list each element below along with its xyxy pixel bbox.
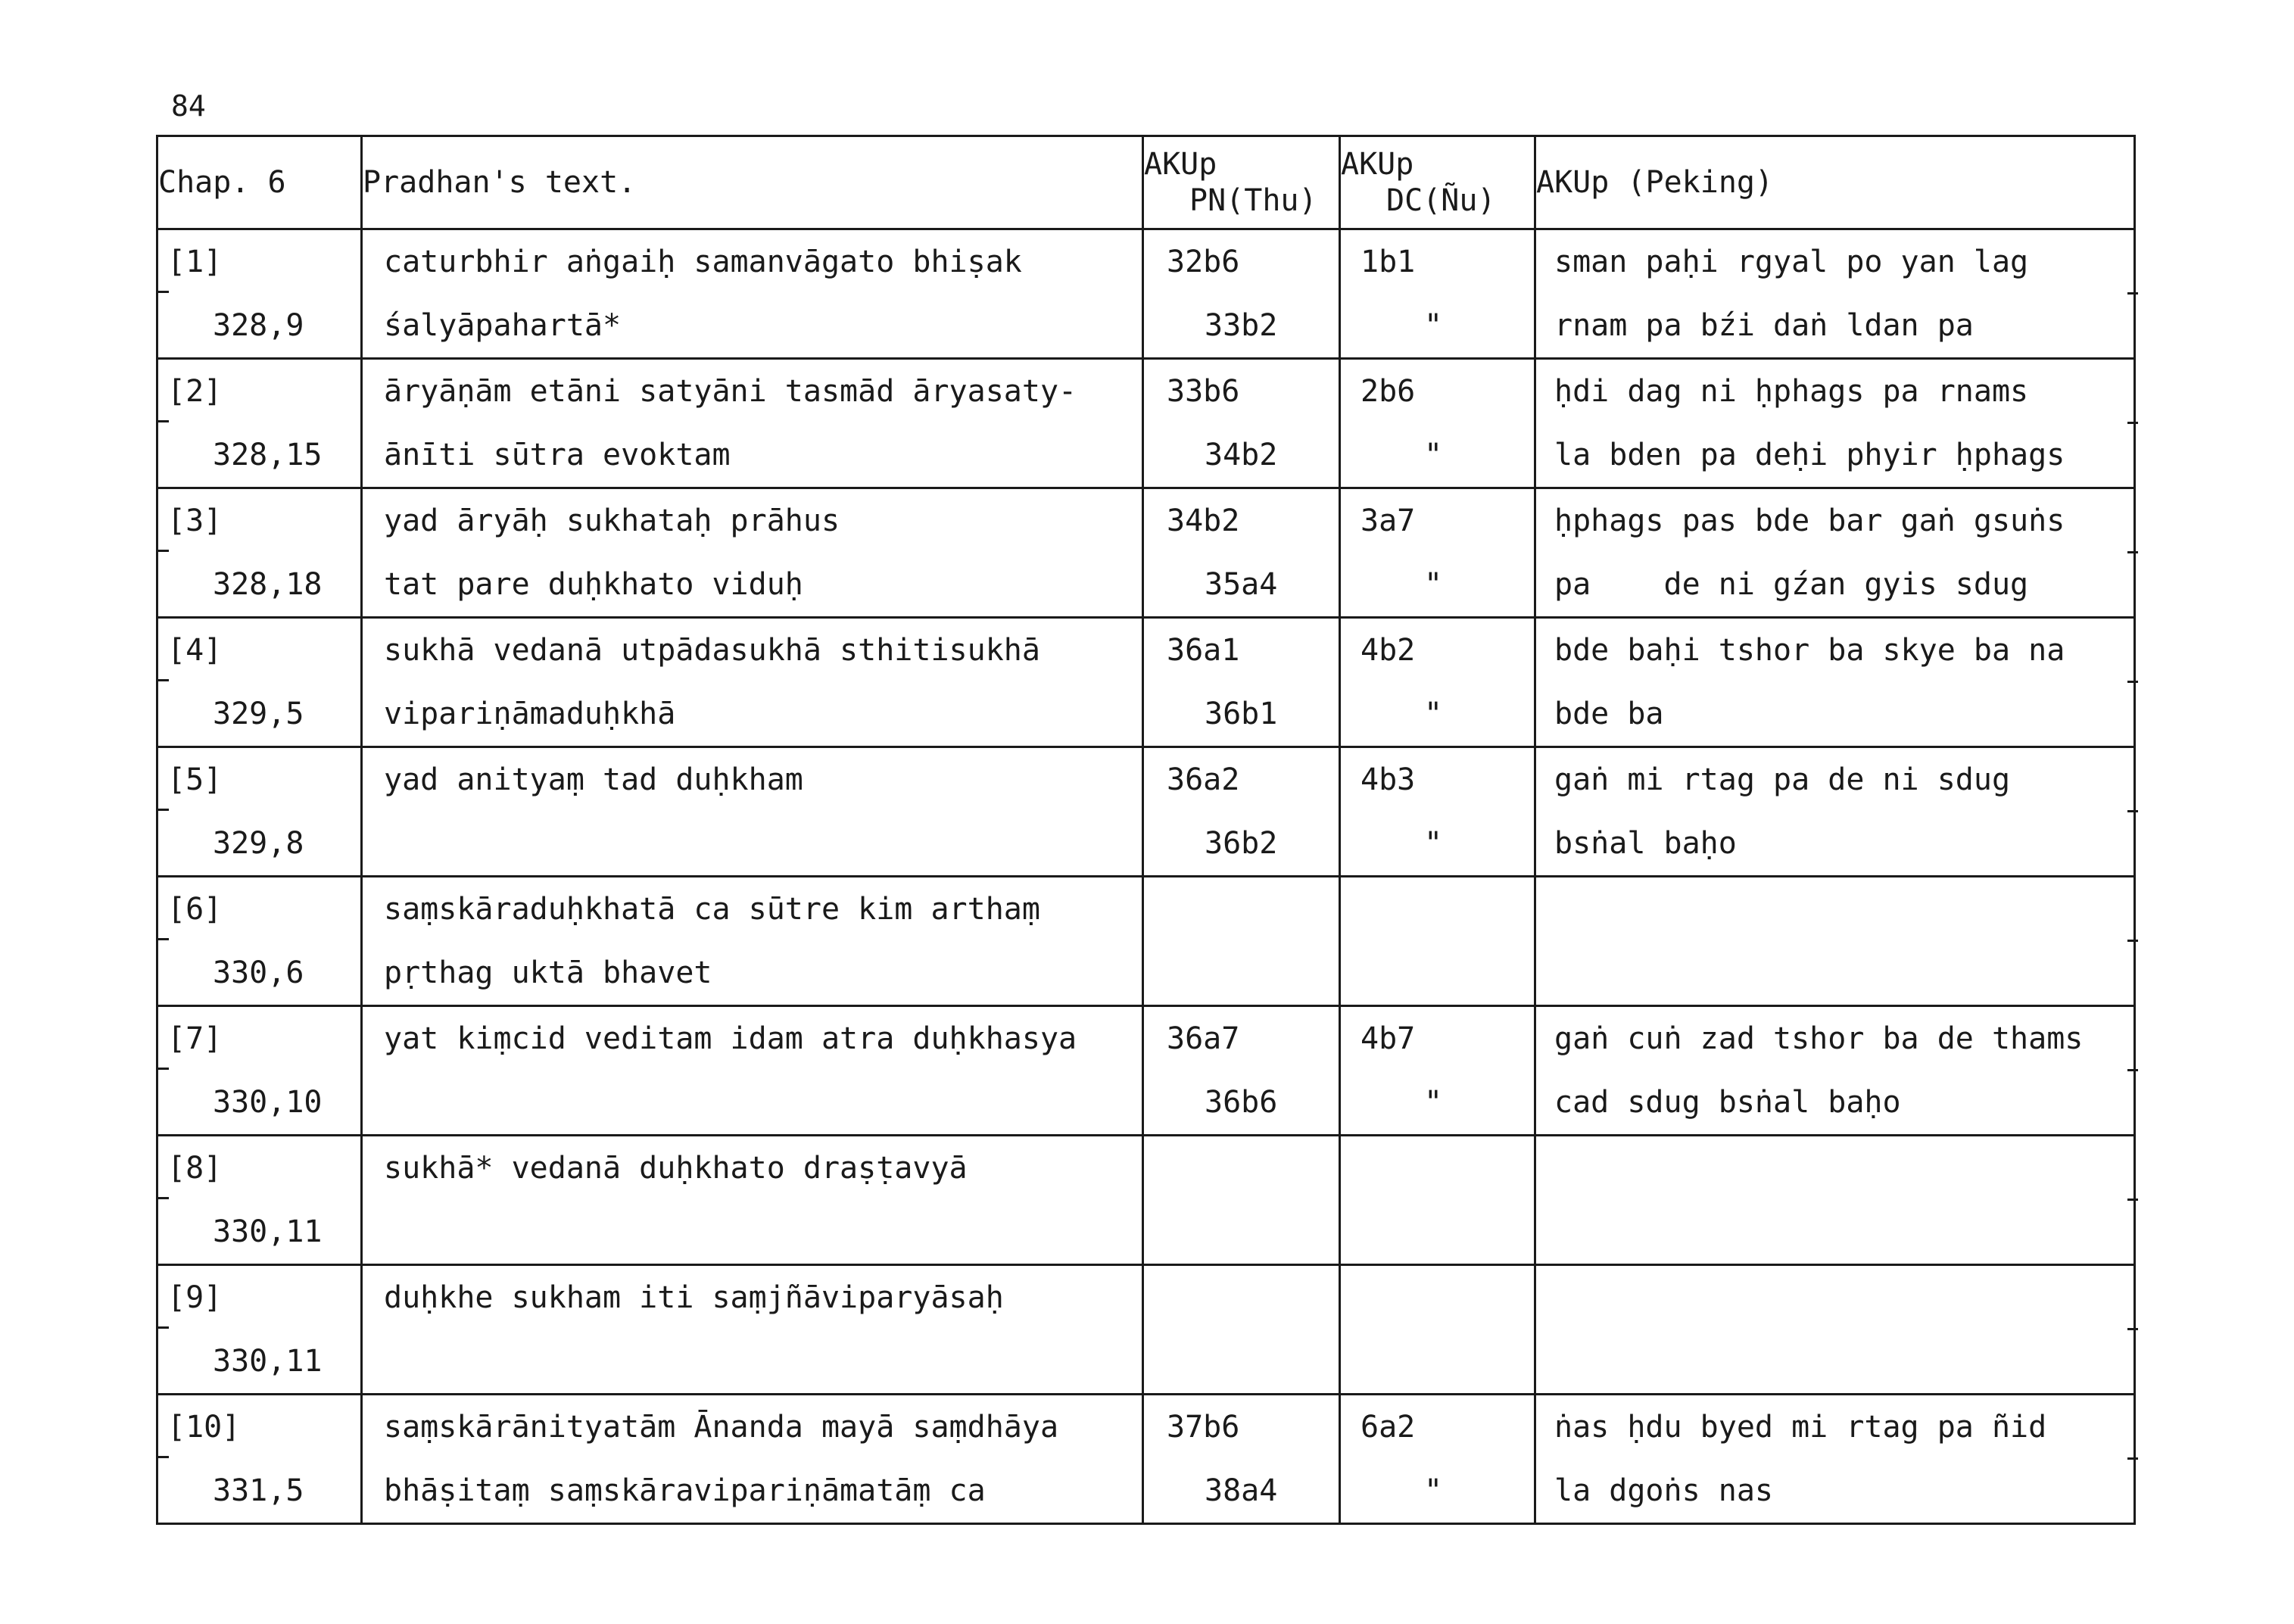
sanskrit-text-cell <box>362 1136 1143 1265</box>
header-akup-pn-line1: AKUp <box>1144 147 1217 182</box>
sanskrit-text-cell <box>362 359 1143 488</box>
tibetan-line-1: gaṅ mi rtag pa de ni sdug <box>1554 762 2011 797</box>
tibetan-line-1: bde baḥi tshor ba skye ba na <box>1554 633 2065 668</box>
entry-number: [6] <box>167 892 223 927</box>
margin-tick <box>2127 292 2138 295</box>
pn-folio-end <box>1144 941 1339 1005</box>
dc-folio <box>1341 877 1534 941</box>
margin-tick <box>158 938 169 940</box>
margin-tick <box>2127 1457 2138 1460</box>
sanskrit-line-1: saṃskāraduḥkhatā ca sūtre kim arthaṃ <box>384 892 1040 927</box>
sanskrit-text-cell <box>362 877 1143 1006</box>
sanskrit-line-2: tat pare duḥkhato viduḥ <box>384 567 803 602</box>
entry-number: [7] <box>167 1021 223 1056</box>
header-akup-pn-line2: PN(Thu) <box>1189 183 1317 218</box>
akup-pn-cell <box>1143 877 1340 1006</box>
page-line-ref: 328,9 <box>213 308 304 343</box>
entry-number: [1] <box>167 245 223 279</box>
margin-tick <box>2127 810 2138 812</box>
page-line-ref: 330,6 <box>213 955 304 990</box>
sanskrit-line-2: vipariṇāmaduḥkhā <box>384 697 676 731</box>
akup-dc-cell <box>1340 618 1535 747</box>
header-chapter <box>157 136 362 229</box>
header-akup-pn <box>1143 136 1340 229</box>
chapter-ref-cell <box>157 618 362 747</box>
pn-folio-end: 35a4 <box>1205 567 1278 602</box>
pn-folio-end: 34b2 <box>1205 438 1278 472</box>
page-line-ref: 330,11 <box>213 1214 323 1249</box>
akup-peking-cell <box>1535 229 2135 359</box>
margin-tick <box>2127 1199 2138 1201</box>
pn-folio-end: 36b2 <box>1205 826 1278 861</box>
page-line-ref: 328,18 <box>213 567 323 602</box>
dc-ditto <box>1341 941 1534 1005</box>
dc-ditto <box>1341 1200 1534 1264</box>
dc-ditto: " <box>1424 438 1443 472</box>
sanskrit-line-2 <box>363 812 1142 875</box>
dc-folio <box>1341 1266 1534 1329</box>
page-line-ref: 329,5 <box>213 697 304 731</box>
header-akup-peking-label: AKUp (Peking) <box>1536 165 1774 200</box>
table-row <box>157 1395 2135 1524</box>
page-number: 84 <box>171 89 206 123</box>
akup-pn-cell <box>1143 1265 1340 1395</box>
sanskrit-line-2: ānīti sūtra evoktam <box>384 438 731 472</box>
pn-folio-end: 38a4 <box>1205 1473 1278 1508</box>
entry-number: [8] <box>167 1151 223 1186</box>
sanskrit-line-2: bhāṣitaṃ saṃskāravipariṇāmatāṃ ca <box>384 1473 986 1508</box>
tibetan-line-1 <box>1536 877 2133 941</box>
akup-dc-cell <box>1340 1136 1535 1265</box>
dc-ditto: " <box>1424 1473 1443 1508</box>
chapter-ref-cell <box>157 1006 362 1136</box>
tibetan-line-2: la dgoṅs nas <box>1554 1473 1773 1508</box>
sanskrit-text-cell <box>362 229 1143 359</box>
sanskrit-text-cell <box>362 747 1143 877</box>
chapter-ref-cell <box>157 1395 362 1524</box>
concordance-table <box>156 135 2136 1525</box>
table-row <box>157 747 2135 877</box>
tibetan-line-1 <box>1536 1136 2133 1200</box>
pn-folio-end <box>1144 1329 1339 1393</box>
table-row <box>157 359 2135 488</box>
page-line-ref: 330,10 <box>213 1085 323 1120</box>
akup-dc-cell <box>1340 877 1535 1006</box>
sanskrit-line-2: śalyāpahartā* <box>384 308 622 343</box>
header-akup-dc <box>1340 136 1535 229</box>
tibetan-line-1: ḥphags pas bde bar gaṅ gsuṅs <box>1554 503 2065 538</box>
dc-folio: 2b6 <box>1361 374 1416 409</box>
dc-folio: 4b2 <box>1361 633 1416 668</box>
sanskrit-line-2 <box>363 1329 1142 1393</box>
akup-peking-cell <box>1535 747 2135 877</box>
akup-peking-cell <box>1535 488 2135 618</box>
akup-pn-cell <box>1143 618 1340 747</box>
akup-pn-cell <box>1143 488 1340 618</box>
page-line-ref: 330,11 <box>213 1344 323 1379</box>
akup-dc-cell <box>1340 488 1535 618</box>
dc-folio: 6a2 <box>1361 1410 1416 1445</box>
pn-folio-start <box>1144 877 1339 941</box>
margin-tick <box>2127 1069 2138 1071</box>
header-akup-peking <box>1535 136 2135 229</box>
akup-peking-cell <box>1535 877 2135 1006</box>
margin-tick <box>158 420 169 422</box>
chapter-ref-cell <box>157 359 362 488</box>
sanskrit-text-cell <box>362 618 1143 747</box>
akup-pn-cell <box>1143 229 1340 359</box>
page-line-ref: 328,15 <box>213 438 323 472</box>
chapter-ref-cell <box>157 877 362 1006</box>
pn-folio-start: 36a7 <box>1167 1021 1240 1056</box>
pn-folio-start: 36a1 <box>1167 633 1240 668</box>
header-pradhan-label: Pradhan's text. <box>363 165 637 200</box>
akup-pn-cell <box>1143 359 1340 488</box>
table-row <box>157 877 2135 1006</box>
margin-tick <box>158 1197 169 1199</box>
table-row <box>157 488 2135 618</box>
pn-folio-end: 36b1 <box>1205 697 1278 731</box>
chapter-ref-cell <box>157 1265 362 1395</box>
tibetan-line-2 <box>1536 1200 2133 1264</box>
tibetan-line-2: bsṅal baḥo <box>1554 826 1737 861</box>
margin-tick <box>2127 681 2138 683</box>
table-body <box>157 229 2135 1524</box>
sanskrit-line-1: caturbhir aṅgaiḥ samanvāgato bhiṣak <box>384 245 1022 279</box>
header-pradhan-text <box>362 136 1143 229</box>
table-row <box>157 1006 2135 1136</box>
akup-peking-cell <box>1535 1395 2135 1524</box>
margin-tick <box>158 1326 169 1329</box>
akup-dc-cell <box>1340 1395 1535 1524</box>
page-line-ref: 331,5 <box>213 1473 304 1508</box>
pn-folio-end <box>1144 1200 1339 1264</box>
margin-tick <box>2127 940 2138 942</box>
tibetan-line-1: ḥdi dag ni ḥphags pa rnams <box>1554 374 2029 409</box>
margin-tick <box>158 1456 169 1458</box>
chapter-ref-cell <box>157 488 362 618</box>
tibetan-line-1: sman paḥi rgyal po yan lag <box>1554 245 2029 279</box>
tibetan-line-2: pa de ni gźan gyis sdug <box>1554 567 2029 602</box>
pn-folio-start: 37b6 <box>1167 1410 1240 1445</box>
akup-pn-cell <box>1143 1006 1340 1136</box>
margin-tick <box>158 1068 169 1070</box>
sanskrit-text-cell <box>362 488 1143 618</box>
sanskrit-line-2 <box>363 1200 1142 1264</box>
dc-ditto: " <box>1424 567 1443 602</box>
pn-folio-start <box>1144 1266 1339 1329</box>
akup-peking-cell <box>1535 1006 2135 1136</box>
entry-number: [2] <box>167 374 223 409</box>
akup-dc-cell <box>1340 747 1535 877</box>
header-row <box>157 136 2135 229</box>
tibetan-line-2: rnam pa bźi daṅ ldan pa <box>1554 308 1974 343</box>
dc-folio: 4b3 <box>1361 762 1416 797</box>
dc-ditto: " <box>1424 308 1443 343</box>
sanskrit-line-1: sukhā vedanā utpādasukhā sthitisukhā <box>384 633 1040 668</box>
margin-tick <box>158 550 169 552</box>
sanskrit-line-1: yat kiṃcid veditam idam atra duḥkhasya <box>384 1021 1077 1056</box>
tibetan-line-2: la bden pa deḥi phyir ḥphags <box>1554 438 2065 472</box>
sanskrit-line-1: duḥkhe sukham iti saṃjñāviparyāsaḥ <box>384 1280 1004 1315</box>
sanskrit-line-1: saṃskārānityatām Ānanda mayā saṃdhāya <box>384 1410 1059 1445</box>
margin-tick <box>158 809 169 811</box>
sanskrit-line-1: yad āryāḥ sukhataḥ prāhus <box>384 503 840 538</box>
tibetan-line-1 <box>1536 1266 2133 1329</box>
pn-folio-start: 34b2 <box>1167 503 1240 538</box>
entry-number: [9] <box>167 1280 223 1315</box>
header-chapter-label: Chap. 6 <box>158 165 286 200</box>
akup-pn-cell <box>1143 1136 1340 1265</box>
table-row <box>157 229 2135 359</box>
dc-ditto: " <box>1424 697 1443 731</box>
header-akup-dc-line2: DC(Ñu) <box>1386 183 1496 218</box>
sanskrit-text-cell <box>362 1006 1143 1136</box>
akup-pn-cell <box>1143 747 1340 877</box>
pn-folio-start: 33b6 <box>1167 374 1240 409</box>
sanskrit-text-cell <box>362 1265 1143 1395</box>
dc-folio <box>1341 1136 1534 1200</box>
tibetan-line-2: bde ba <box>1554 697 1664 731</box>
margin-tick <box>2127 551 2138 553</box>
akup-dc-cell <box>1340 1265 1535 1395</box>
dc-ditto: " <box>1424 826 1443 861</box>
sanskrit-text-cell <box>362 1395 1143 1524</box>
tibetan-line-2 <box>1536 941 2133 1005</box>
pn-folio-start: 32b6 <box>1167 245 1240 279</box>
header-akup-dc-line1: AKUp <box>1341 147 1414 182</box>
table-row <box>157 618 2135 747</box>
dc-ditto: " <box>1424 1085 1443 1120</box>
tibetan-line-1: gaṅ cuṅ zad tshor ba de thams <box>1554 1021 2084 1056</box>
table-row <box>157 1136 2135 1265</box>
akup-peking-cell <box>1535 618 2135 747</box>
chapter-ref-cell <box>157 229 362 359</box>
margin-tick <box>158 679 169 681</box>
akup-dc-cell <box>1340 1006 1535 1136</box>
dc-folio: 1b1 <box>1361 245 1416 279</box>
margin-tick <box>158 291 169 293</box>
pn-folio-end: 33b2 <box>1205 308 1278 343</box>
sanskrit-line-2 <box>363 1071 1142 1134</box>
dc-ditto <box>1341 1329 1534 1393</box>
entry-number: [10] <box>167 1410 241 1445</box>
sanskrit-line-1: sukhā* vedanā duḥkhato draṣṭavyā <box>384 1151 968 1186</box>
entry-number: [5] <box>167 762 223 797</box>
akup-peking-cell <box>1535 1265 2135 1395</box>
akup-dc-cell <box>1340 229 1535 359</box>
akup-dc-cell <box>1340 359 1535 488</box>
tibetan-line-1: ṅas ḥdu byed mi rtag pa ñid <box>1554 1410 2047 1445</box>
chapter-ref-cell <box>157 747 362 877</box>
akup-peking-cell <box>1535 1136 2135 1265</box>
tibetan-line-2: cad sdug bsṅal baḥo <box>1554 1085 1901 1120</box>
margin-tick <box>2127 1328 2138 1330</box>
table-row <box>157 1265 2135 1395</box>
chapter-ref-cell <box>157 1136 362 1265</box>
pn-folio-end: 36b6 <box>1205 1085 1278 1120</box>
pn-folio-start <box>1144 1136 1339 1200</box>
dc-folio: 4b7 <box>1361 1021 1416 1056</box>
sanskrit-line-1: āryāṇām etāni satyāni tasmād āryasaty- <box>384 374 1077 409</box>
akup-peking-cell <box>1535 359 2135 488</box>
tibetan-line-2 <box>1536 1329 2133 1393</box>
dc-folio: 3a7 <box>1361 503 1416 538</box>
akup-pn-cell <box>1143 1395 1340 1524</box>
entry-number: [3] <box>167 503 223 538</box>
page-line-ref: 329,8 <box>213 826 304 861</box>
sanskrit-line-1: yad anityaṃ tad duḥkham <box>384 762 803 797</box>
entry-number: [4] <box>167 633 223 668</box>
pn-folio-start: 36a2 <box>1167 762 1240 797</box>
margin-tick <box>2127 422 2138 424</box>
sanskrit-line-2: pṛthag uktā bhavet <box>384 955 712 990</box>
